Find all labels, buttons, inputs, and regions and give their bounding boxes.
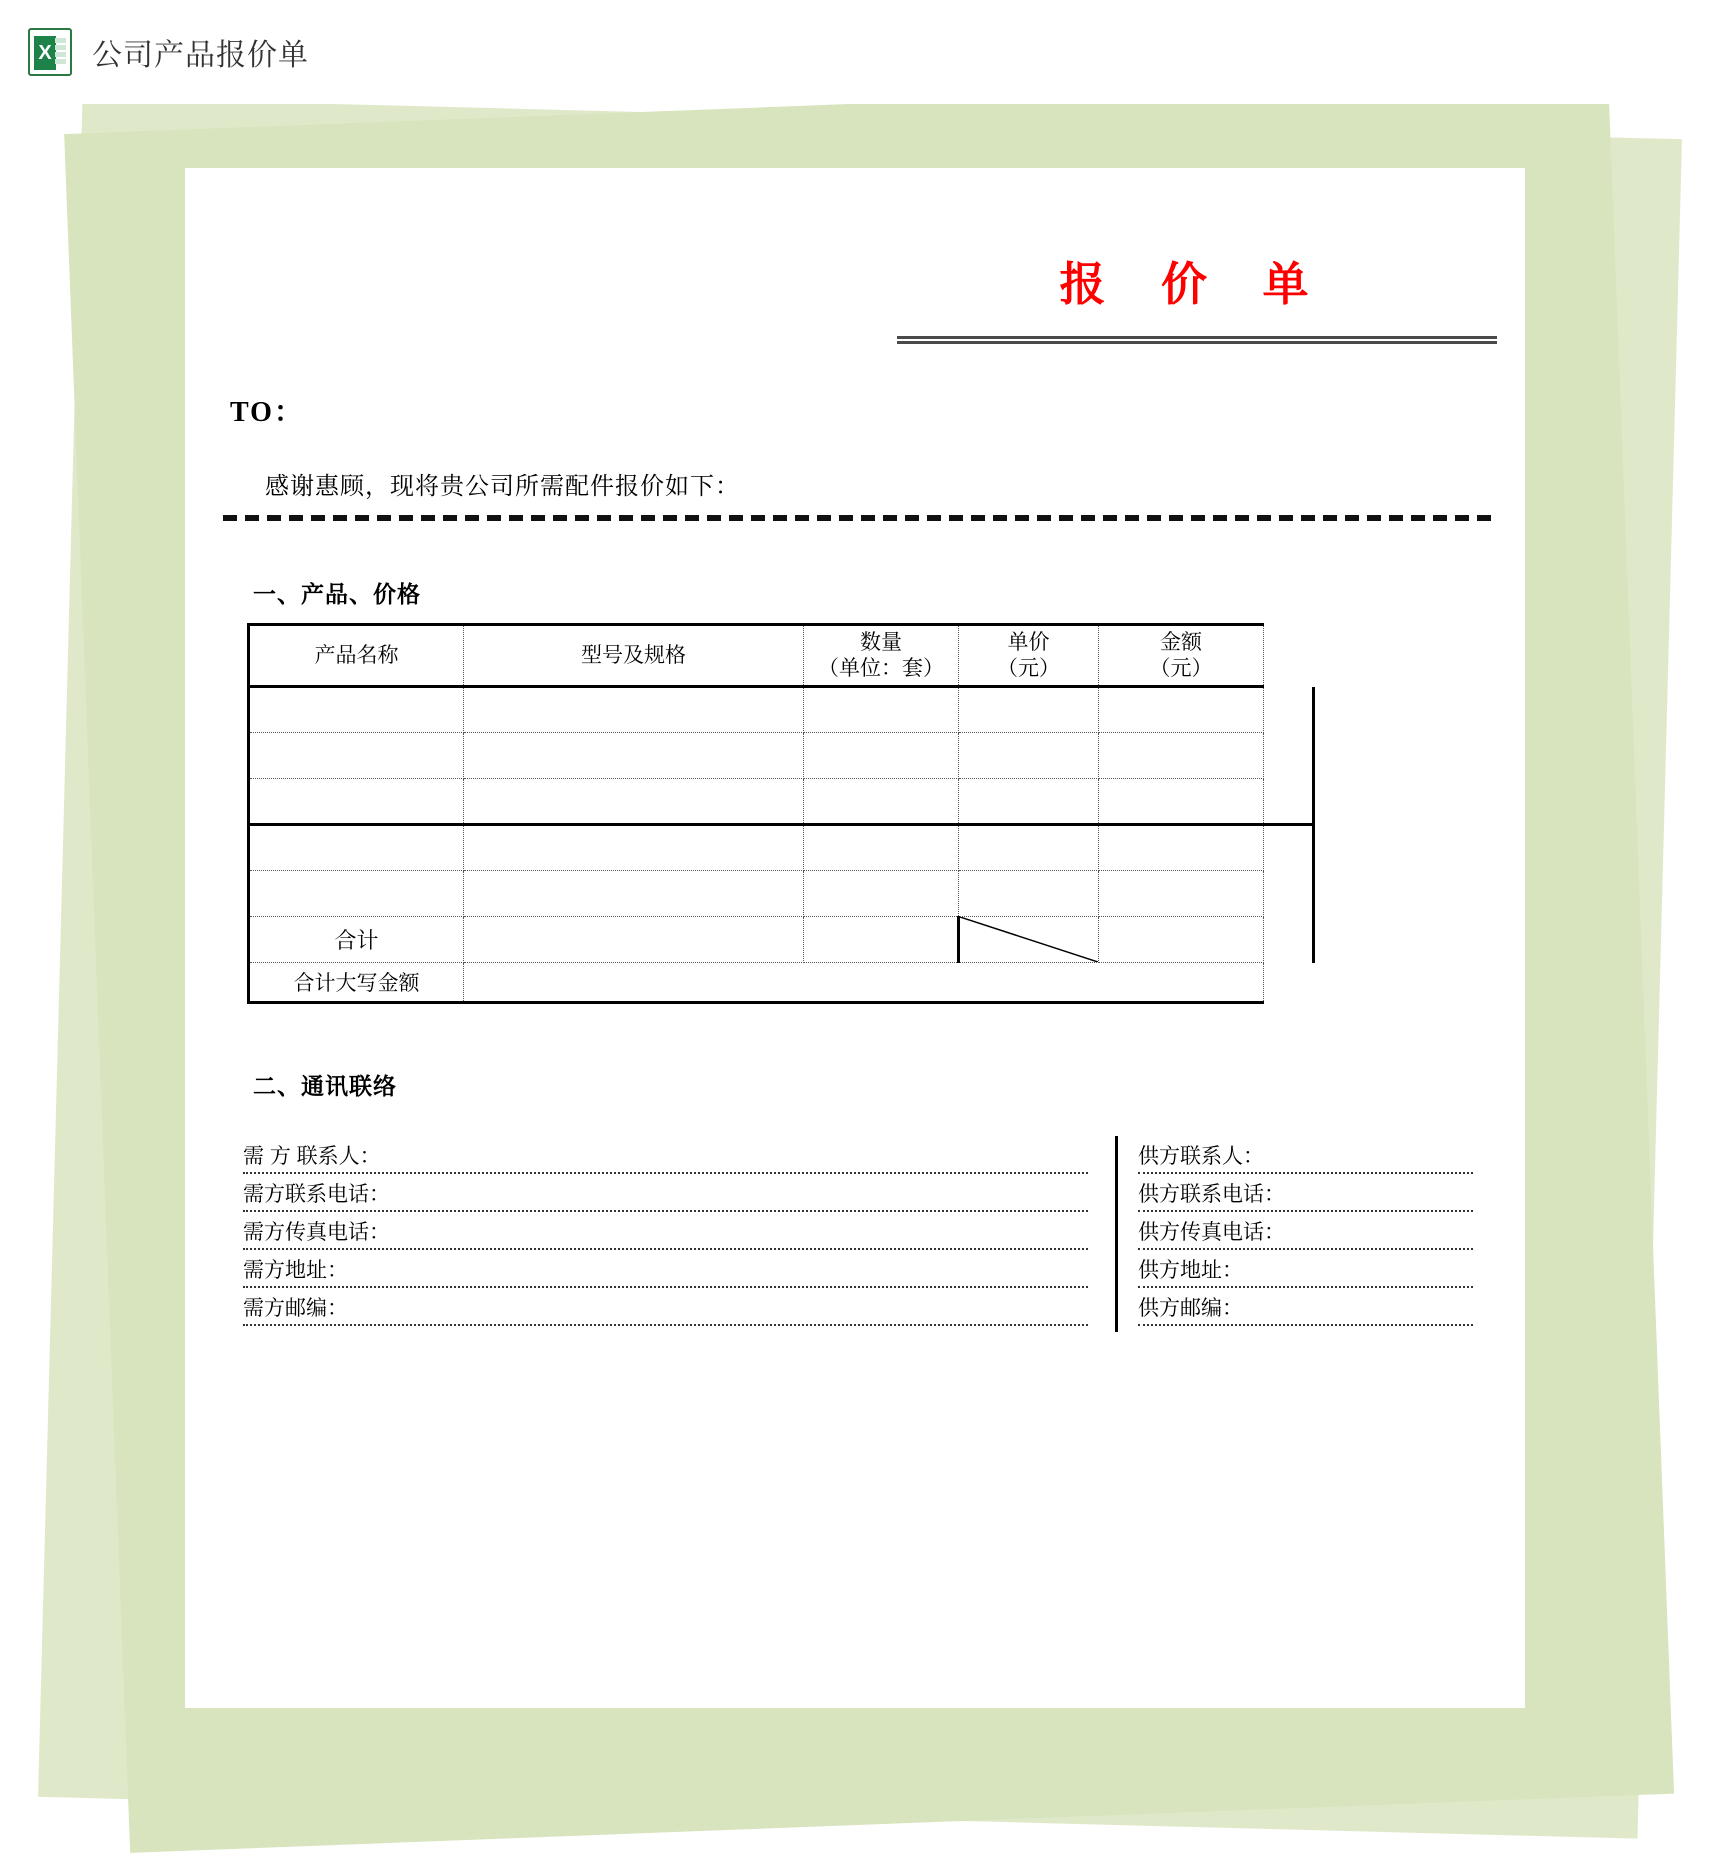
th-quantity-line1: 数量 [860,631,902,655]
buyer-contact-person-row[interactable] [243,1136,1088,1174]
supplier-phone-row[interactable] [1138,1174,1473,1212]
cell-amount[interactable] [1099,779,1264,825]
cell-amount[interactable] [1099,733,1264,779]
to-label: TO： [230,397,304,428]
topbar [0,0,1720,104]
cell-total-label: 合计 [249,917,464,963]
buyer-phone-row[interactable] [243,1174,1088,1212]
cell-total-words-value[interactable] [464,963,1264,1003]
cell-spacer [1264,687,1314,733]
cell-unit-price[interactable] [959,733,1099,779]
cell-spacer [1264,917,1314,963]
table-total-row[interactable] [249,917,1314,963]
table-total-words-row[interactable] [249,963,1314,1003]
th-spacer [1264,625,1314,687]
thanks-line: 感谢惠顾，现将贵公司所需配件报价如下： [265,473,740,500]
cell-spacer [1264,871,1314,917]
cell-quantity[interactable] [804,825,959,871]
cell-total-model[interactable] [464,917,804,963]
supplier-postcode-label: 供方邮编： [1138,1297,1243,1320]
title-double-rule [897,336,1497,344]
cell-quantity[interactable] [804,733,959,779]
th-model-spec: 型号及规格 [464,625,804,687]
table-row[interactable] [249,825,1314,871]
table-row[interactable] [249,871,1314,917]
cell-spacer [1264,779,1314,825]
th-unit-price-line1: 单价 [1007,631,1050,655]
cell-total-words-label: 合计大写金额 [249,963,464,1003]
table-row[interactable] [249,779,1314,825]
supplier-address-row[interactable] [1138,1250,1473,1288]
table-row[interactable] [249,733,1314,779]
table-header-row [249,625,1314,687]
supplier-contact-person-row[interactable] [1138,1136,1473,1174]
cell-quantity[interactable] [804,871,959,917]
section-heading-products: 一、产品、价格 [253,581,421,607]
supplier-fax-row[interactable] [1138,1212,1473,1250]
document-title: 报 价 单 [1059,259,1331,310]
cell-total-unit-price-struck [959,917,1099,963]
supplier-postcode-row[interactable] [1138,1288,1473,1326]
cell-model-spec[interactable] [464,687,804,733]
th-quantity [804,625,959,687]
cell-model-spec[interactable] [464,825,804,871]
buyer-postcode-row[interactable] [243,1288,1088,1326]
buyer-address-label: 需方地址： [243,1259,348,1282]
th-amount [1099,625,1264,687]
buyer-postcode-label: 需方邮编： [243,1297,348,1320]
cell-product-name[interactable] [249,825,464,871]
contact-section [243,1136,1473,1346]
th-amount-line2: （元） [1149,656,1213,680]
cell-unit-price[interactable] [959,687,1099,733]
buyer-fax-label: 需方传真电话： [243,1221,390,1244]
section-heading-contact: 二、通讯联络 [253,1073,397,1099]
th-product-name: 产品名称 [249,625,464,687]
cell-total-amount[interactable] [1099,917,1264,963]
table-row[interactable] [249,687,1314,733]
buyer-fax-row[interactable] [243,1212,1088,1250]
cell-quantity[interactable] [804,779,959,825]
cell-product-name[interactable] [249,733,464,779]
th-quantity-line2: （单位：套） [818,656,944,680]
dashed-divider [223,515,1495,521]
supplier-fax-label: 供方传真电话： [1138,1221,1285,1244]
supplier-phone-label: 供方联系电话： [1138,1183,1285,1206]
buyer-contact-person-label: 需 方 联系人： [243,1145,381,1168]
cell-quantity[interactable] [804,687,959,733]
product-price-table [247,623,1315,1004]
th-unit-price-line2: （元） [997,656,1060,680]
contact-column-supplier [1138,1136,1473,1326]
cell-model-spec[interactable] [464,733,804,779]
cell-model-spec[interactable] [464,779,804,825]
contact-column-buyer [243,1136,1088,1326]
cell-amount[interactable] [1099,825,1264,871]
buyer-phone-label: 需方联系电话： [243,1183,390,1206]
buyer-address-row[interactable] [243,1250,1088,1288]
th-amount-line1: 金额 [1160,631,1202,655]
cell-spacer [1264,825,1314,871]
cell-amount[interactable] [1099,687,1264,733]
cell-unit-price[interactable] [959,825,1099,871]
cell-spacer [1264,733,1314,779]
contact-vertical-divider [1115,1136,1118,1332]
cell-product-name[interactable] [249,871,464,917]
cell-spacer [1264,963,1314,1003]
th-unit-price [959,625,1099,687]
supplier-contact-person-label: 供方联系人： [1138,1145,1264,1168]
cell-unit-price[interactable] [959,779,1099,825]
diagonal-strike-icon [960,917,1098,962]
supplier-address-label: 供方地址： [1138,1259,1243,1282]
excel-file-icon [28,28,72,76]
cell-amount[interactable] [1099,871,1264,917]
cell-total-quantity[interactable] [804,917,959,963]
cell-unit-price[interactable] [959,871,1099,917]
cell-product-name[interactable] [249,779,464,825]
cell-product-name[interactable] [249,687,464,733]
document-sheet [185,168,1525,1708]
cell-model-spec[interactable] [464,871,804,917]
topbar-title: 公司产品报价单 [92,39,309,72]
